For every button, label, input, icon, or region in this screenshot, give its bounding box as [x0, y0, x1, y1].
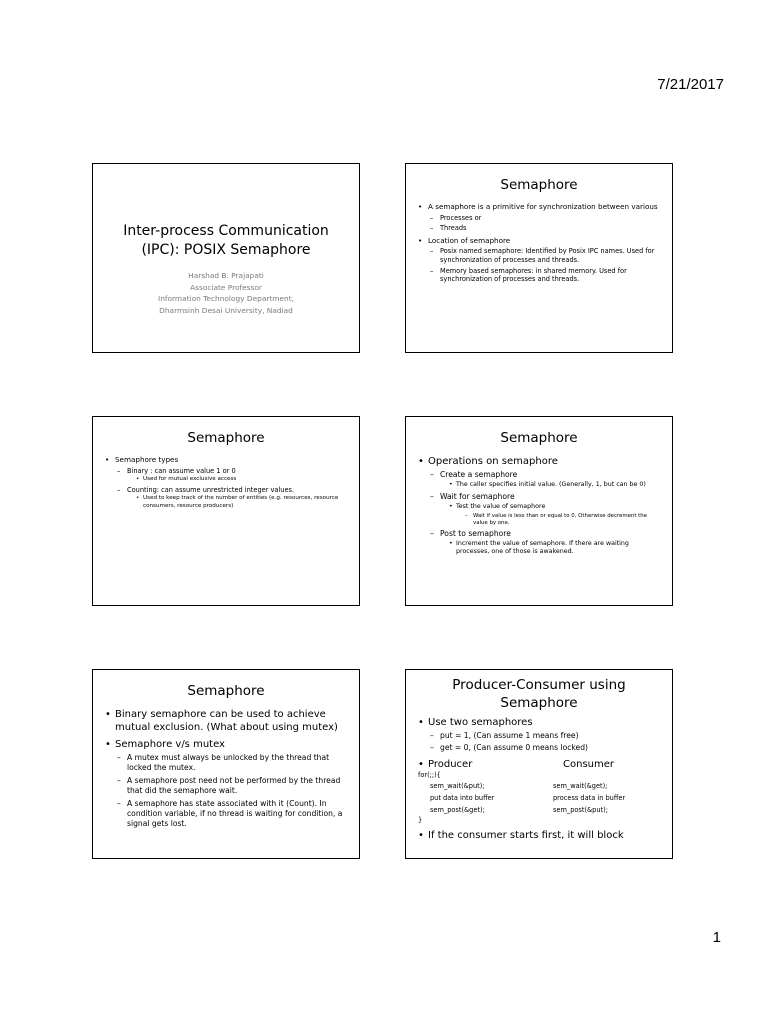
- slide-heading: [406, 676, 672, 712]
- sub-bullet: – put = 1, (Can assume 1 means free): [418, 731, 662, 741]
- slide-semaphore-operations: [405, 416, 673, 606]
- consumer-label: Consumer: [563, 758, 614, 770]
- sub-bullet: – Threads: [418, 224, 662, 233]
- code-row: [418, 792, 672, 804]
- slide-producer-consumer: [405, 669, 673, 859]
- detail-bullet: • Test the value of semaphore: [418, 503, 662, 511]
- bullet: • Semaphore v/s mutex: [105, 738, 349, 751]
- page-number: 1: [712, 929, 721, 946]
- slide-bullets: [406, 716, 672, 754]
- slide-title-heading: [93, 222, 359, 260]
- sub-bullet: – Counting: can assume unrestricted integer values.: [105, 486, 349, 495]
- slide-heading: Semaphore: [187, 430, 265, 446]
- sub-bullet: – Binary : can assume value 1 or 0: [105, 467, 349, 476]
- detail-bullet: • Increment the value of semaphore. If there are waiting processes, one of those is awakened.: [418, 540, 662, 557]
- slide-semaphore-intro: [405, 163, 673, 353]
- producer-consumer-header: [418, 758, 672, 771]
- author-role: Associate Professor: [190, 282, 262, 292]
- slide-bullets-bottom: [406, 829, 672, 842]
- slide-title: [92, 163, 360, 353]
- sub-bullet: – A semaphore has state associated with it (Count). In condition variable, if no thread is waiting for condition, a signal gets lost.: [105, 799, 349, 830]
- detail-bullet: • The caller specifies initial value. (Generally, 1, but can be 0): [418, 481, 662, 489]
- slide-bullets: [406, 455, 672, 557]
- bullet: • If the consumer starts first, it will block: [418, 829, 662, 842]
- code-block: [418, 780, 672, 816]
- title-line-2: Semaphore: [500, 695, 578, 711]
- producer-code: put data into buffer: [430, 793, 495, 802]
- sub-bullet: – A mutex must always be unlocked by the thread that locked the mutex.: [105, 753, 349, 774]
- slide-semaphore-vs-mutex: [92, 669, 360, 859]
- title-line-2: (IPC): POSIX Semaphore: [141, 242, 311, 258]
- consumer-code: sem_wait(&get);: [553, 781, 608, 790]
- slide-semaphore-types: [92, 416, 360, 606]
- code-row: [418, 804, 672, 816]
- sub-bullet: – Posix named semaphore: Identified by Posix IPC names. Used for synchronization of processes and threads.: [418, 247, 662, 264]
- bullet: • Use two semaphores: [418, 716, 662, 729]
- author-name: Harshad B. Prajapati: [188, 271, 264, 280]
- slide-bullets: [93, 708, 359, 830]
- title-line-1: Inter-process Communication: [123, 223, 329, 239]
- author-info: [93, 270, 359, 316]
- author-dept: Information Technology Department,: [158, 294, 294, 303]
- consumer-code: process data in buffer: [553, 793, 626, 802]
- bullet: • A semaphore is a primitive for synchronization between various: [418, 202, 662, 212]
- sub-bullet: – Create a semaphore: [418, 470, 662, 480]
- bullet: • Operations on semaphore: [418, 455, 662, 468]
- producer-label: • Producer: [418, 758, 563, 771]
- consumer-code: sem_post(&put);: [553, 805, 608, 814]
- slide-bullets: [406, 202, 672, 284]
- code-loop-open: for(;;){: [418, 770, 441, 779]
- sub-bullet: – get = 0, (Can assume 0 means locked): [418, 743, 662, 753]
- slide-heading: Semaphore: [500, 177, 578, 193]
- producer-code: sem_post(&get);: [430, 805, 485, 814]
- sub-bullet: – Post to semaphore: [418, 529, 662, 539]
- bullet: • Location of semaphore: [418, 236, 662, 246]
- sub-bullet: – Memory based semaphores: in shared memory. Used for synchronization of processes and threads.: [418, 267, 662, 284]
- slide-heading: Semaphore: [500, 430, 578, 446]
- bullet: • Binary semaphore can be used to achieve mutual exclusion. (What about using mutex): [105, 708, 349, 734]
- title-line-1: Producer-Consumer using: [452, 677, 626, 693]
- producer-code: sem_wait(&put);: [430, 781, 485, 790]
- slide-bullets: [93, 455, 359, 510]
- code-loop-close: }: [418, 815, 423, 824]
- sub-bullet: – Processes or: [418, 214, 662, 223]
- sub-bullet: – A semaphore post need not be performed by the thread that did the semaphore wait.: [105, 776, 349, 797]
- detail-bullet: • Used for mutual exclusive access: [105, 476, 349, 483]
- deep-bullet: – Wait if value is less than or equal to 0, Otherwise decrement the value by one.: [418, 513, 662, 527]
- author-university: Dharmsinh Desai University, Nadiad: [159, 305, 293, 315]
- code-row: [418, 780, 672, 792]
- page-date: 7/21/2017: [657, 76, 724, 93]
- detail-bullet: • Used to keep track of the number of entities (e.g. resources, resource consumers, resource producers): [105, 495, 349, 510]
- slide-heading: Semaphore: [187, 683, 265, 699]
- sub-bullet: – Wait for semaphore: [418, 492, 662, 502]
- bullet: • Semaphore types: [105, 455, 349, 465]
